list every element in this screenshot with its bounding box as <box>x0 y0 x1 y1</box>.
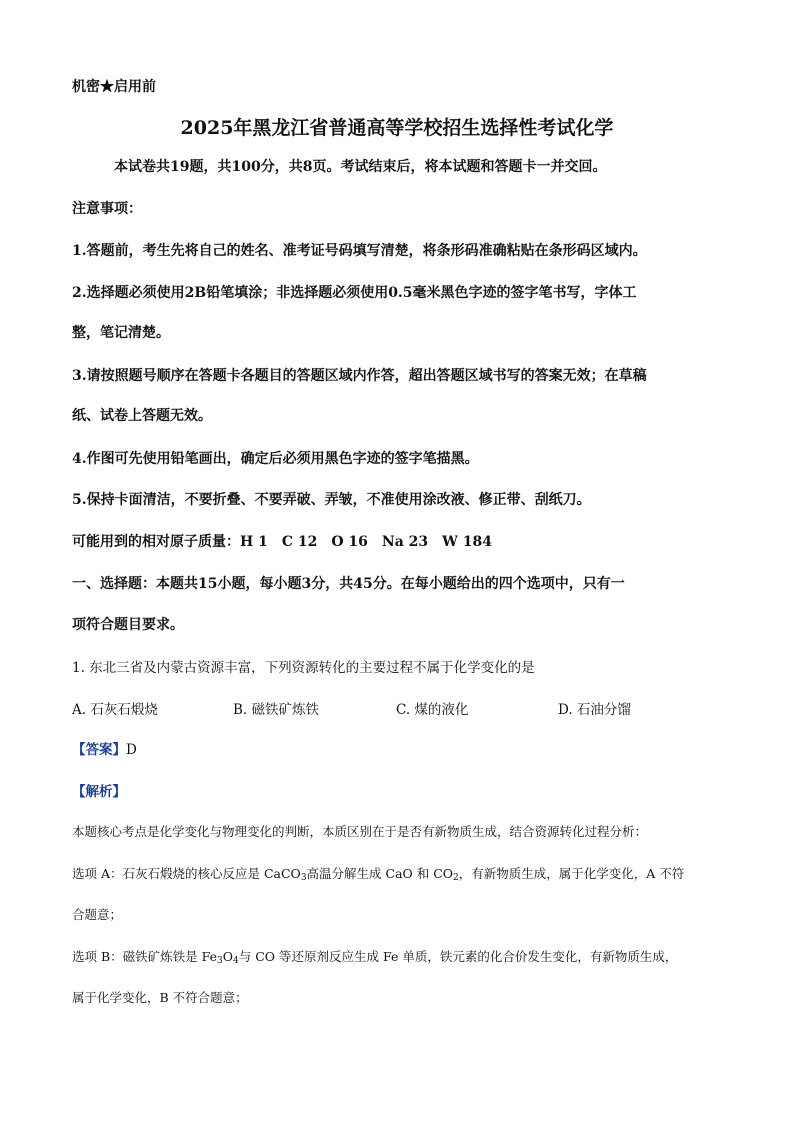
analysis-b-text-1: 选项 B：磁铁矿炼铁是 Fe <box>72 949 218 964</box>
intro-text: 本试卷共19题，共100分，共8页。考试结束后，将本试题和答题卡一并交回。 <box>114 159 607 175</box>
analysis-a-text-3: ，有新物质生成，属于化学变化，A 不符 <box>458 866 685 881</box>
analysis-intro: 本题核心考点是化学变化与物理变化的判断，本质区别在于是否有新物质生成，结合资源转化过程分析： <box>72 824 648 839</box>
answer-tag: 【答案】 <box>72 742 126 758</box>
answer-value: D <box>126 742 137 758</box>
notice-item-3: 3.请按照题号顺序在答题卡各题目的答题区域内作答，超出答题区域书写的答案无效；在草稿 <box>72 368 647 384</box>
question-1-stem: 1. 东北三省及内蒙古资源丰富，下列资源转化的主要过程不属于化学变化的是 <box>72 660 535 676</box>
analysis-a-sub-2: 2 <box>453 873 459 883</box>
analysis-option-b <box>72 947 677 965</box>
analysis-b-sub-2: 4 <box>233 956 239 966</box>
analysis-option-b-cont: 属于化学变化，B 不符合题意； <box>72 990 248 1005</box>
notice-item-5: 5.保持卡面清洁，不要折叠、不要弄破、弄皱，不准使用涂改液、修正带、刮纸刀。 <box>72 492 591 508</box>
option-a: A. 石灰石煅烧 <box>72 702 158 718</box>
analysis-option-a <box>72 864 684 882</box>
secret-label: 机密★启用前 <box>72 79 156 95</box>
analysis-a-text-1: 选项 A：石灰石煅烧的核心反应是 CaCO <box>72 866 301 881</box>
option-c: C. 煤的液化 <box>396 702 469 718</box>
analysis-option-a-cont: 合题意； <box>72 907 123 922</box>
analysis-a-sub-1: 3 <box>300 873 307 883</box>
notice-item-2: 2.选择题必须使用2B铅笔填涂；非选择题必须使用0.5毫米黑色字迹的签字笔书写，字体工 <box>72 285 637 301</box>
analysis-tag-line <box>72 780 126 800</box>
analysis-a-text-2: 高温分解生成 CaO 和 CO <box>306 866 454 881</box>
option-d: D. 石油分馏 <box>558 702 631 718</box>
notice-item-2-cont: 整，笔记清楚。 <box>72 325 170 341</box>
section-heading-line1: 一、选择题：本题共15小题，每小题3分，共45分。在每小题给出的四个选项中，只有一 <box>72 576 625 592</box>
notice-item-3-cont: 纸、试卷上答题无效。 <box>72 408 212 424</box>
analysis-b-text-2: O <box>222 949 234 964</box>
option-b: B. 磁铁矿炼铁 <box>233 702 320 718</box>
analysis-b-text-3: 与 CO 等还原剂反应生成 Fe 单质，铁元素的化合价发生变化，有新物质生成， <box>238 949 678 964</box>
analysis-tag: 【解析】 <box>72 784 126 800</box>
notice-item-4: 4.作图可先使用铅笔画出，确定后必须用黑色字迹的签字笔描黑。 <box>72 451 479 467</box>
notice-item-1: 1.答题前，考生先将自己的姓名、准考证号码填写清楚，将条形码准确粘贴在条形码区域内。 <box>72 243 647 259</box>
page-title: 2025年黑龙江省普通高等学校招生选择性考试化学 <box>180 117 614 139</box>
analysis-b-sub-1: 3 <box>217 956 223 966</box>
atomic-mass-line: 可能用到的相对原子质量：H 1 C 12 O 16 Na 23 W 184 <box>72 534 492 550</box>
answer-line <box>72 738 137 758</box>
notice-heading: 注意事项： <box>72 201 142 217</box>
section-heading-line2: 项符合题目要求。 <box>72 617 184 633</box>
